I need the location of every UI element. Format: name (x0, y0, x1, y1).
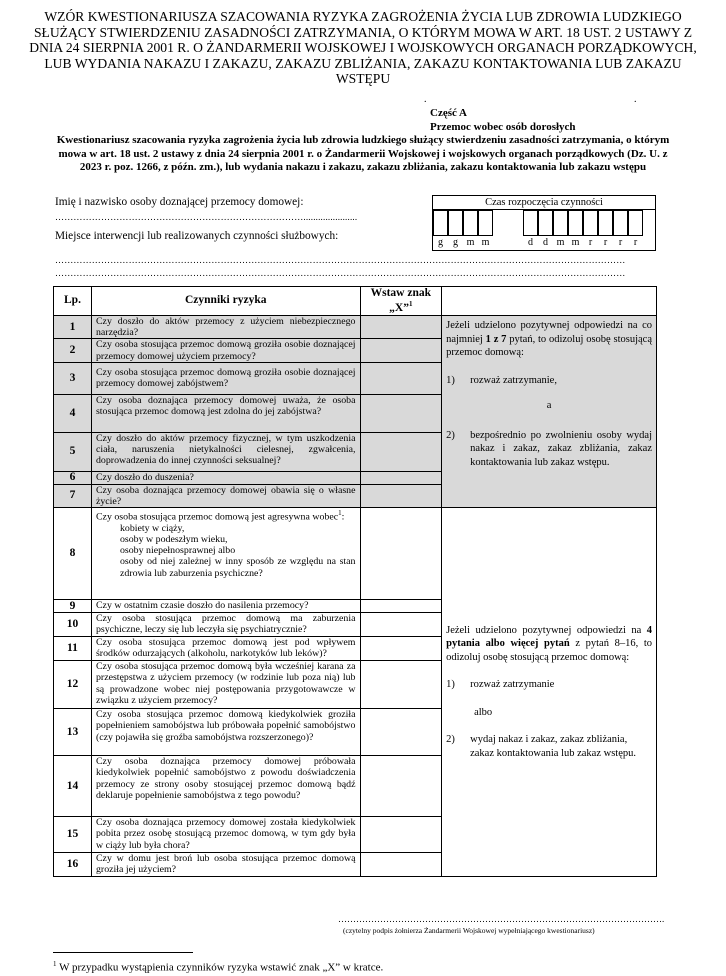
row-number: 15 (54, 817, 92, 853)
advice-1-intro (446, 319, 652, 360)
document-title: WZÓR KWESTIONARIUSZA SZACOWANIA RYZYKA ZAGROŻENIA ŻYCIA LUB ZDROWIA LUDZKIEGO SŁUŻĄCY STWIERDZENIU ZASADNOŚCI ZATRZYMANIA, O KTÓRYM MOWA W ART. 18 UST. 2 USTAWY Z DNIA 24 SIERPNIA 2001 R. O ŻANDARMERII WOJSKOWEJ I WOJSKOWYCH ORGANACH PORZĄDKOWYCH, LUB WYDANIA NAKAZU I ZAKAZU, ZAKAZU ZBLIŻANIA, ZAKAZU KONTAKTOWANIA LUB ZAKAZU WSTĘPU (29, 9, 697, 87)
start-time-cell[interactable] (553, 210, 568, 236)
mark-checkbox[interactable] (360, 394, 442, 432)
start-time-cell[interactable] (523, 210, 538, 236)
start-time-caption: g (453, 237, 458, 248)
footnote-ref: 1 (338, 509, 342, 518)
footnote-number: 1 (53, 960, 57, 968)
row-number: 14 (54, 756, 92, 817)
place-field-line-1[interactable]: …………………………………………………………………………………………………………………………………………………………………… (55, 255, 626, 265)
start-time-cell[interactable] (538, 210, 553, 236)
row-number: 11 (54, 637, 92, 661)
risk-question: Czy osoba stosująca przemoc domową kiedykolwiek groziła popełnieniem samobójstwa lub próbowała popełnić samobójstwo (czy pojawiła się groźba samobójstwa rozszerzonego)? (91, 709, 360, 756)
stray-dot: . (634, 94, 637, 105)
advice-cell-2 (442, 508, 657, 877)
risk-question: Czy w domu jest broń lub osoba stosująca przemoc domową groziła jej użyciem? (91, 853, 360, 877)
risk-question: Czy doszło do aktów przemocy fizycznej, w tym uszkodzenia ciała, naruszenia nietykalności cielesnej, zgwałcenia, doprowadzenia do innej czynności seksualnej? (91, 432, 360, 471)
advice-2-intro-c: z pytań 8–16, to odizoluj osobę stosującą przemoc domową: (446, 638, 652, 663)
part-subheading: Przemoc wobec osób dorosłych (430, 121, 576, 133)
name-field[interactable]: ………………………………………………………………………...................... (55, 212, 358, 222)
advice-2-intro-a: Jeżeli udzielono pozytywnej odpowiedzi na (446, 624, 647, 636)
table-row (54, 508, 657, 600)
header-factors: Czynniki ryzyka (91, 287, 360, 316)
start-time-cell[interactable] (568, 210, 583, 236)
risk-question: Czy osoba doznająca przemocy domowej uważa, że osoba stosująca przemoc domową jest zdolna do jej zabójstwa? (91, 394, 360, 432)
risk-question: Czy w ostatnim czasie doszło do nasilenia przemocy? (91, 600, 360, 613)
risk-question: Czy osoba stosująca przemoc domową groziła osobie doznającej przemocy domowej użyciem przemocy? (91, 339, 360, 362)
risk-factors-table (53, 286, 657, 877)
advice-1-connector: a (546, 400, 552, 411)
advice-1-intro-b: 1 z 7 (485, 333, 507, 345)
questionnaire-subtitle: Kwestionariusz szacowania ryzyka zagrożenia życia lub zdrowia ludzkiego służący stwierdzeniu zasadności zatrzymania, o którym mowa w art. 18 ust. 2 ustawy z dnia 24 sierpnia 2001 r. o Żandarmerii Wojskowej i wojskowych organach porządkowych (Dz. U. z 2023 r. poz. 1266, z późn. zm.), lub wydania nakazu i zakazu, zakazu zbliżania, zakazu kontaktowania lub zakazu wstępu (56, 134, 670, 174)
start-time-cell[interactable] (628, 210, 643, 236)
row-number: 6 (54, 471, 92, 484)
start-time-title: Czas rozpoczęcia czynności (433, 196, 655, 210)
start-time-caption: d (528, 237, 533, 248)
mark-checkbox[interactable] (360, 508, 442, 600)
row-number: 3 (54, 362, 92, 394)
start-time-caption: m (466, 237, 475, 248)
start-time-cell[interactable] (583, 210, 598, 236)
risk-question: Czy doszło do aktów przemocy z użyciem niebezpiecznego narzędzia? (91, 316, 360, 339)
risk-question-subitem: osoby w podeszłym wieku, (119, 533, 228, 545)
advice-1-option-2-num: 2) (446, 429, 455, 441)
mark-checkbox[interactable] (360, 339, 442, 362)
risk-question-subitem: kobiety w ciąży, (119, 522, 185, 534)
advice-2-option-2-num: 2) (446, 734, 455, 746)
name-label: Imię i nazwisko osoby doznającej przemocy domowej: (55, 196, 304, 208)
advice-1-option-1-num: 1) (446, 374, 455, 386)
risk-question-sublist (96, 523, 356, 579)
header-mark-text: Wstaw znak „X” (370, 286, 431, 314)
advice-2-option-1-text: rozważ zatrzymanie (470, 679, 555, 691)
start-time-caption: d (543, 237, 548, 248)
start-time-cell[interactable] (613, 210, 628, 236)
row-number: 4 (54, 394, 92, 432)
advice-1-option-1 (446, 374, 652, 388)
risk-question: Czy osoba doznająca przemocy domowej próbowała kiedykolwiek popełnić samobójstwo z powodu doświadczenia przemocy ze strony osoby stosującej przemoc domową bądź deklaruje popełnienie samobójstwa z tego powodu? (91, 756, 360, 817)
start-time-caption: m (481, 237, 490, 248)
row-number: 10 (54, 613, 92, 637)
advice-cell-1 (442, 316, 657, 508)
start-time-cell[interactable] (433, 210, 448, 236)
table-row (54, 316, 657, 339)
risk-question: Czy osoba stosująca przemoc domową ma zaburzenia psychiczne, leczy się lub leczyła się psychiatrycznie? (91, 613, 360, 637)
start-time-caption: r (618, 237, 623, 248)
advice-1-option-1-text: rozważ zatrzymanie, (470, 374, 557, 386)
row-number: 13 (54, 709, 92, 756)
row-number: 5 (54, 432, 92, 471)
row-number: 1 (54, 316, 92, 339)
place-field-line-2[interactable]: …………………………………………………………………………………………………………………………………………………………………… (55, 268, 626, 278)
header-lp: Lp. (54, 287, 92, 316)
part-label: Część A (430, 107, 467, 119)
start-time-caption: r (603, 237, 608, 248)
row-number: 12 (54, 661, 92, 709)
mark-checkbox[interactable] (360, 471, 442, 484)
risk-question-subitem: osoby niepełnosprawnej albo (119, 545, 236, 557)
mark-checkbox[interactable] (360, 637, 442, 661)
start-time-caption: m (571, 237, 580, 248)
header-info (442, 287, 657, 316)
mark-checkbox[interactable] (360, 709, 442, 756)
start-time-caption: m (556, 237, 565, 248)
footnote (53, 960, 383, 974)
risk-question: Czy osoba stosująca przemoc domową była wcześniej karana za przestępstwa z użyciem przemocy (w rodzinie lub poza nią) lub są prowadzone wobec niej postępowania przygotowawcze w związku z użyciem przemocy? (91, 661, 360, 709)
mark-checkbox[interactable] (360, 432, 442, 471)
start-time-box (432, 195, 656, 251)
row-number: 7 (54, 484, 92, 507)
risk-question-lead-tail: : (341, 511, 345, 523)
risk-question-lead (96, 508, 356, 523)
advice-2-option-1 (446, 678, 652, 692)
mark-checkbox[interactable] (360, 853, 442, 877)
start-time-cell[interactable] (598, 210, 613, 236)
risk-question (91, 508, 360, 600)
footnote-text: W przypadku wystąpienia czynników ryzyka wstawić znak „X” w kratce. (59, 961, 384, 974)
advice-2-intro-b: 4 pytania albo więcej pytań (446, 624, 652, 650)
row-number: 8 (54, 508, 92, 600)
advice-2-option-2-text: wydaj nakaz i zakaz, zakaz zbliżania, zakaz kontaktowania lub zakaz wstępu. (470, 734, 636, 759)
part-heading (430, 106, 576, 134)
risk-question: Czy osoba doznająca przemocy domowej obawia się o własne życie? (91, 484, 360, 507)
advice-1-intro-c: pytań, to odizoluj osobę stosującą przemoc domową: (446, 333, 652, 358)
advice-2-intro (446, 624, 652, 665)
mark-checkbox[interactable] (360, 613, 442, 637)
risk-question: Czy osoba doznająca przemocy domowej została kiedykolwiek pobita przez osobę stosującą przemoc domową, w tym gdy była w ciąży lub była chora? (91, 817, 360, 853)
signature-field[interactable]: ………………………………………………………………………………………………. (338, 914, 665, 924)
mark-checkbox[interactable] (360, 600, 442, 613)
mark-checkbox[interactable] (360, 817, 442, 853)
start-time-caption: r (588, 237, 593, 248)
row-number: 2 (54, 339, 92, 362)
row-number: 16 (54, 853, 92, 877)
advice-1-option-2-text: bezpośrednio po zwolnieniu osoby wydaj nakaz i zakaz, zakaz zbliżania, zakaz kontaktowania lub zakaz wstępu. (470, 429, 652, 468)
advice-2-connector: albo (474, 706, 493, 718)
advice-1-intro-a: Jeżeli udzielono pozytywnej odpowiedzi na co najmniej (446, 320, 652, 345)
mark-checkbox[interactable] (360, 316, 442, 339)
header-mark (360, 287, 442, 316)
risk-question: Czy doszło do duszenia? (91, 471, 360, 484)
risk-question: Czy osoba stosująca przemoc domową jest pod wpływem środków odurzających (alkoholu, narkotyków lub leków)? (91, 637, 360, 661)
start-time-caption: g (438, 237, 443, 248)
mark-checkbox[interactable] (360, 484, 442, 507)
advice-2-option-2 (446, 733, 652, 760)
start-time-caption: r (633, 237, 638, 248)
mark-checkbox[interactable] (360, 756, 442, 817)
start-time-cell[interactable] (463, 210, 478, 236)
mark-checkbox[interactable] (360, 362, 442, 394)
footnote-divider (53, 952, 193, 953)
stray-dot: . (424, 94, 427, 105)
place-label: Miejsce interwencji lub realizowanych czynności służbowych: (55, 230, 339, 242)
advice-2-option-1-num: 1) (446, 679, 455, 691)
advice-1-option-2 (446, 429, 652, 470)
table-header (54, 287, 657, 316)
row-number: 9 (54, 600, 92, 613)
mark-checkbox[interactable] (360, 661, 442, 709)
signature-caption: (czytelny podpis żołnierza Żandarmerii Wojskowej wypełniającego kwestionariusz) (343, 926, 595, 935)
risk-question-subitem: osoby od niej zależnej w inny sposób ze względu na stan zdrowia lub zaburzenia psychiczne? (119, 556, 356, 579)
risk-question-lead-text: Czy osoba stosująca przemoc domową jest agresywna wobec (95, 511, 339, 523)
start-time-cell[interactable] (478, 210, 493, 236)
start-time-cell[interactable] (448, 210, 463, 236)
footnote-ref: 1 (408, 300, 413, 309)
risk-question: Czy osoba stosująca przemoc domową groziła osobie doznającej przemocy domowej zabójstwem? (91, 362, 360, 394)
